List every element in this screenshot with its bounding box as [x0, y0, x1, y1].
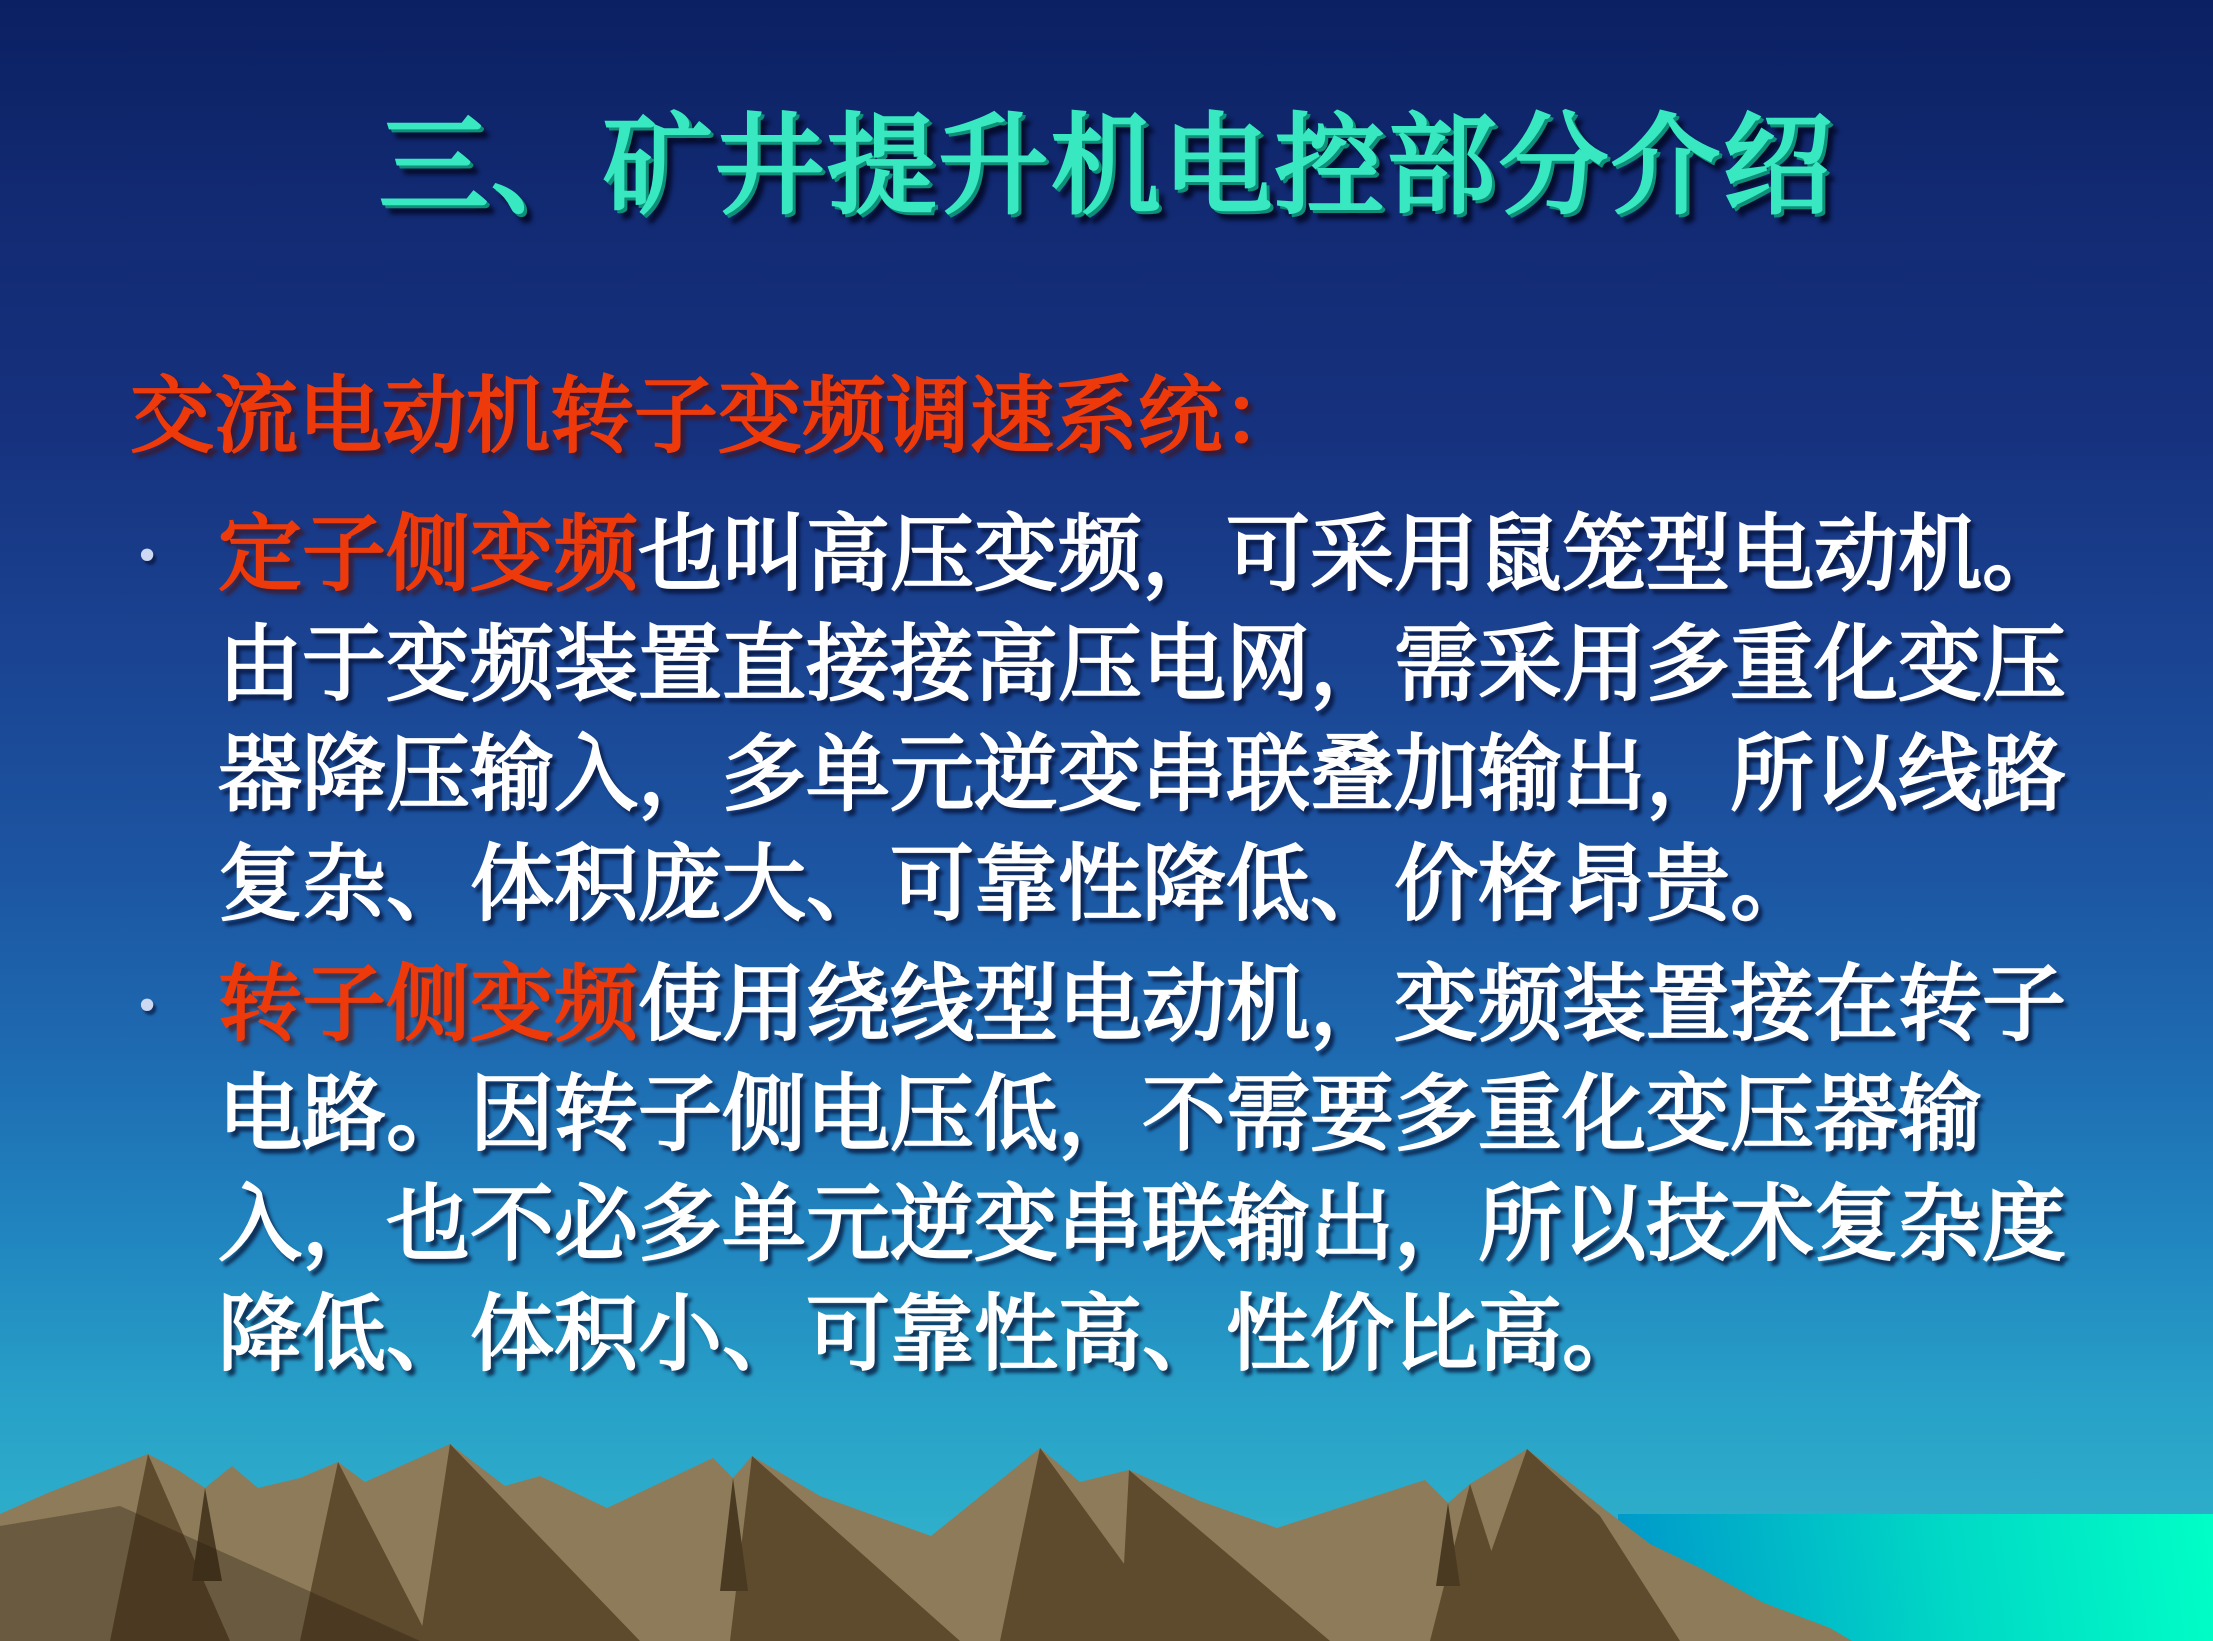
bullet-lead-rotor: 转子侧变频 — [218, 959, 639, 1052]
section-heading: 交流电动机转子变频调速系统： — [130, 371, 1307, 464]
bullet-text-rotor — [218, 951, 2088, 1391]
bullet-rest-rotor: 使用绕线型电动机，变频装置接在转子电路。因转子侧电压低，不需要多重化变压器输入，也不必多单元逆变串联输出，所以技术复杂度降低、体积小、可靠性高、性价比高。 — [218, 959, 2067, 1382]
bullet-item-stator — [130, 501, 2088, 941]
bullet-lead-stator: 定子侧变频 — [218, 509, 639, 602]
mountain-graphic — [0, 1396, 2213, 1641]
bullet-text-stator — [218, 501, 2088, 941]
bullet-icon: • — [138, 527, 157, 584]
slide-body — [130, 360, 2088, 1401]
bullet-item-rotor — [130, 951, 2088, 1391]
bullet-rest-stator: 也叫高压变频，可采用鼠笼型电动机。由于变频装置直接接高压电网，需采用多重化变压器降压输入，多单元逆变串联叠加输出，所以线路复杂、体积庞大、可靠性降低、价格昂贵。 — [218, 509, 2067, 932]
slide-title: 三、矿井提升机电控部分介绍 — [378, 106, 1835, 228]
bullet-icon: • — [138, 977, 157, 1034]
